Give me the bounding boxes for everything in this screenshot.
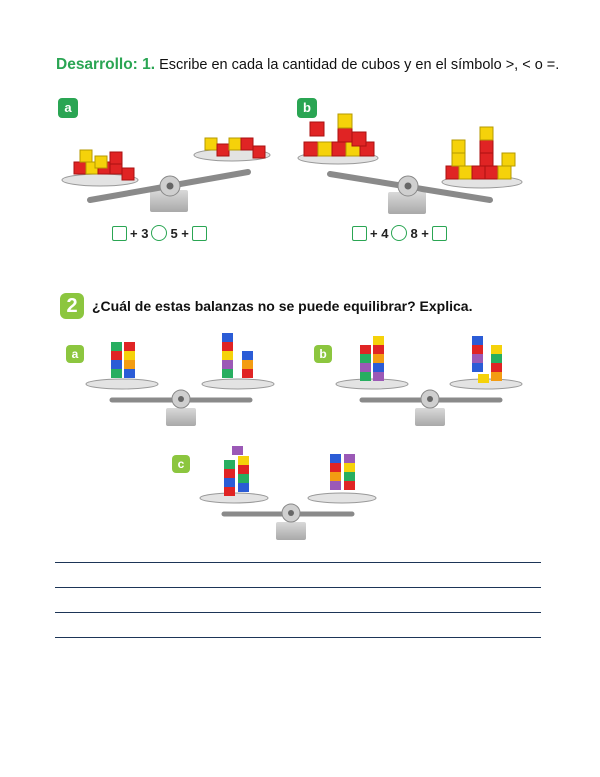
cubes-1b-left bbox=[304, 114, 374, 156]
answer-box-1b-left[interactable] bbox=[352, 226, 367, 241]
symbol-circle-1a[interactable] bbox=[151, 225, 167, 241]
towers-2c-right bbox=[330, 454, 355, 490]
equation-1b-term2: 8 + bbox=[410, 225, 429, 241]
answer-box-1a-right[interactable] bbox=[192, 226, 207, 241]
answer-line-4[interactable] bbox=[55, 637, 541, 638]
balance-1b bbox=[298, 114, 522, 214]
answer-line-3[interactable] bbox=[55, 612, 541, 613]
symbol-circle-1b[interactable] bbox=[391, 225, 407, 241]
balance-1a bbox=[62, 138, 270, 212]
balance-2a bbox=[86, 333, 274, 426]
badge-2b: b bbox=[314, 345, 332, 363]
badge-2a: a bbox=[66, 345, 84, 363]
towers-2b-right bbox=[472, 336, 502, 383]
equation-1b-term1: + 4 bbox=[370, 225, 389, 241]
equation-1a-term1: + 3 bbox=[130, 225, 149, 241]
section-lead: Desarrollo: 1. bbox=[56, 56, 156, 73]
towers-2a-left bbox=[111, 342, 135, 378]
instruction-text: Escribe en cada la cantidad de cubos y en el símbolo >, < o =. bbox=[159, 57, 560, 73]
equation-1a bbox=[112, 225, 207, 241]
badge-1b: b bbox=[297, 98, 317, 118]
answer-line-2[interactable] bbox=[55, 587, 541, 588]
answer-line-1[interactable] bbox=[55, 562, 541, 563]
balance-2c bbox=[200, 446, 376, 540]
equation-1a-term2: 5 + bbox=[170, 225, 189, 241]
equation-1b bbox=[352, 225, 447, 241]
question-2-prompt: ¿Cuál de estas balanzas no se puede equilibrar? Explica. bbox=[92, 298, 473, 314]
towers-2a-right bbox=[222, 333, 253, 378]
towers-2b-left bbox=[360, 336, 384, 381]
towers-2c-left bbox=[224, 446, 249, 496]
badge-2c: c bbox=[172, 455, 190, 473]
badge-1a: a bbox=[58, 98, 78, 118]
balance-2b bbox=[336, 336, 522, 426]
answer-box-1b-right[interactable] bbox=[432, 226, 447, 241]
answer-box-1a-left[interactable] bbox=[112, 226, 127, 241]
cubes-1b-right bbox=[446, 127, 515, 179]
question-2-number: 2 bbox=[60, 293, 84, 319]
